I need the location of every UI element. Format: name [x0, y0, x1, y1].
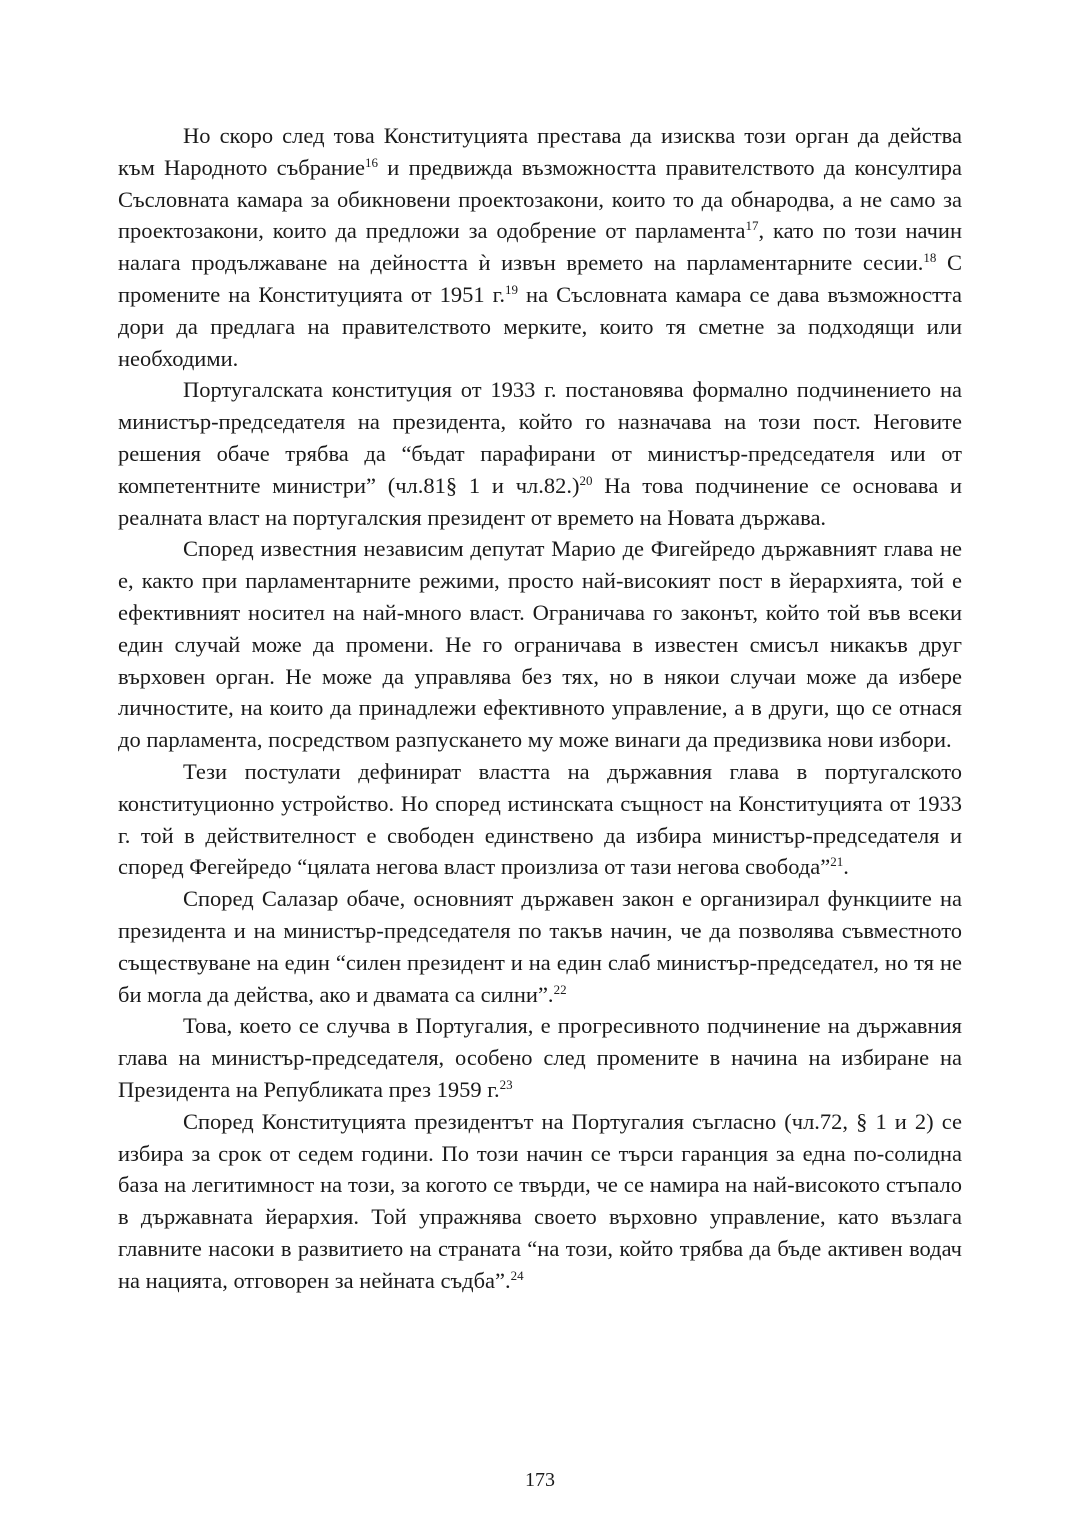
footnote-ref: 22: [553, 981, 567, 997]
paragraph-2: [118, 374, 962, 533]
text-run: Според Салазар обаче, основният държавен закон е организирал функциите на президента и на министър-председателя по такъв начин, че да позволява съвместното съществуване на един “силен президент и на един слаб министър-председател, но тя не би могла да действа, ако и двамата са силни”.: [118, 886, 962, 1007]
text-run: Според известния независим депутат Марио де Фигейредо държавният глава не е, както при парламентарните режими, просто най-високият пост в йерархията, той е ефективният носител на най-много власт. Ограничава го законът, който той във всеки един случай може да промени. Не го ограничава в известен смисъл никакъв друг върховен орган. Не може да управлява без тях, но в някои случаи може да избере личностите, на които да принадлежи ефективното управление, а в други, що се отнася до парламента, посредством разпускането му може винаги да предизвика нови избори.: [118, 536, 962, 753]
page-body: [118, 120, 962, 1296]
text-run: , като по този начин налага продължаване на дейността ѝ извън времето на парламентарните сесии.: [118, 218, 962, 276]
footnote-ref: 21: [830, 854, 844, 870]
footnote-ref: 24: [510, 1267, 524, 1283]
text-run: на Съсловната камара се дава възможността дори да предлага на правителството мерките, които тя сметне за подходящи или необходими.: [118, 281, 963, 371]
paragraph-4: [118, 756, 962, 883]
text-run: На това подчинение се основава и реалната власт на португалския президент от времето на Новата държава.: [118, 472, 962, 530]
text-run: Това, което се случва в Португалия, е прогресивното подчинение на държавния глава на министър-председателя, особено след промените в начина на избиране на Президента на Републиката през 1959 г.: [118, 1013, 962, 1102]
footnote-ref: 17: [745, 218, 759, 234]
paragraph-5: [118, 883, 962, 1010]
text-run: С промените на Конституцията от 1951 г.: [118, 250, 962, 307]
footnote-ref: 19: [505, 281, 518, 297]
paragraph-1: [118, 120, 962, 374]
text-run: и предвижда възможността правителството да консултира Съсловната камара за обикновени проектозакони, които то да обнародва, а не само за проектозакони, които да предложи за одобрение от парламента: [118, 154, 962, 244]
footnote-ref: 20: [579, 472, 593, 488]
text-run: Според Конституцията президентът на Португалия съгласно (чл.72, § 1 и 2) се избира за срок от седем години. По този начин се търси гаранция за една по-солидна база на легитимност на този, за когото се твърди, че се намира на най-високото стъпало в държавната йерархия. Той упражнява своето върховно управление, като възлага главните насоки в развитието на страната “на този, който трябва да бъде активен водач на нацията, отговорен за нейната съдба”.: [118, 1108, 962, 1293]
text-run: Тези постулати дефинират властта на държавния глава в португалското конституционно устройство. Но според истинската същност на Конституцията от 1933 г. той в действителност е свободен единствено да избира министър-председателя и според Фегейредо “цялата негова власт произлиза от тази негова свобода”: [118, 758, 962, 880]
text-run: Португалската конституция от 1933 г. постановява формално подчинението на министър-председателя на президента, който го назначава на този пост. Неговите решения обаче трябва да “бъдат парафирани от министър-председателя или от компетентните министри” (чл.81§ 1 и чл.82.): [118, 377, 962, 498]
paragraph-7: [118, 1106, 962, 1297]
page-number: 173: [525, 1469, 555, 1491]
paragraph-3: [118, 533, 962, 756]
footnote-ref: 18: [923, 250, 937, 266]
paragraph-6: [118, 1010, 962, 1105]
text-run: Но скоро след това Конституцията престава да изисква този орган да действа към Народното събрание: [118, 123, 962, 180]
footnote-ref: 23: [499, 1076, 513, 1092]
text-run: .: [843, 854, 849, 880]
footnote-ref: 16: [365, 154, 379, 170]
